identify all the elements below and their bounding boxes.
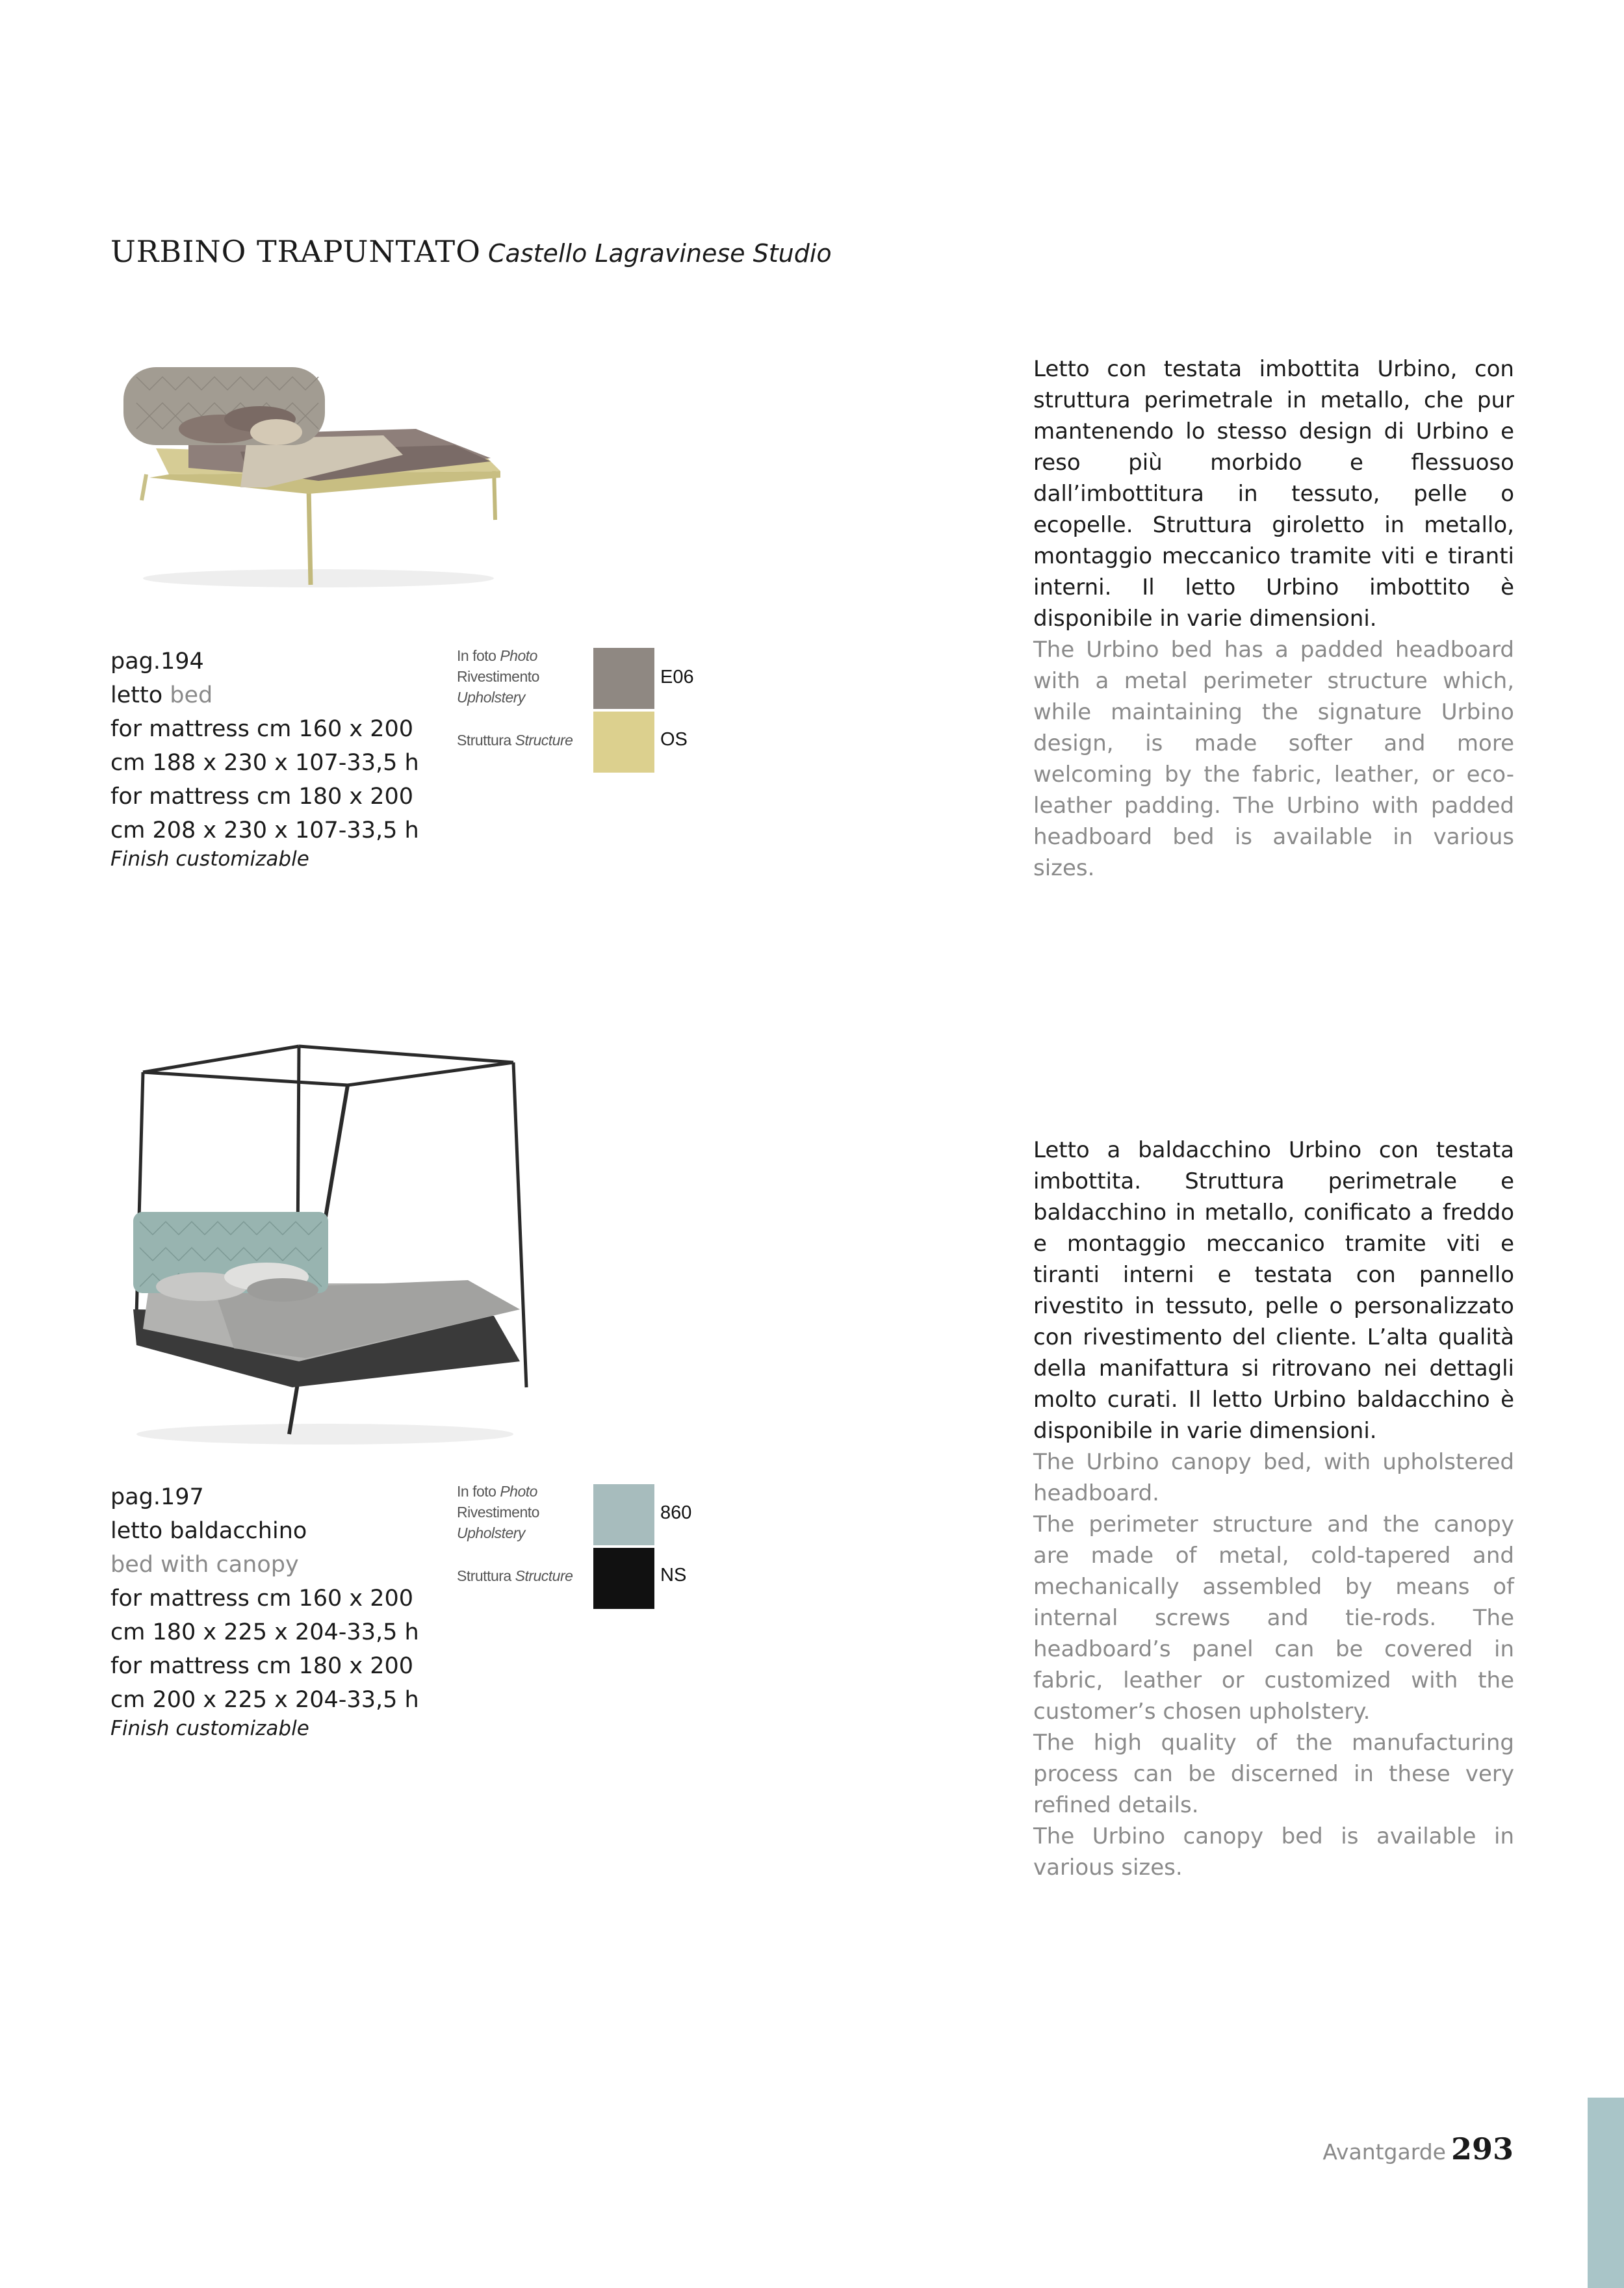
page-number: 293 xyxy=(1450,2131,1514,2166)
legend-rivestimento: Rivestimento xyxy=(457,668,539,685)
product-type xyxy=(110,678,419,712)
finish-note: Finish customizable xyxy=(110,847,309,871)
legend-structure: Structure xyxy=(515,1567,573,1584)
description-english: The Urbino bed has a padded headboard with a metal perimeter structure which, while maintaining the signature Urbino design, is made softer and more welcoming by the fabric, leather, or eco-leather padding. The Urbino with padded headboard bed is available in various sizes. xyxy=(1033,637,1514,881)
finish-legend-upholstery xyxy=(457,1481,539,1543)
description-english xyxy=(1033,1446,1514,1883)
size-line: for mattress cm 160 x 200 xyxy=(110,716,414,742)
product-spec-2 xyxy=(110,1480,419,1740)
legend-upholstery: Upholstery xyxy=(457,1524,525,1541)
product-type-en: bed with canopy xyxy=(110,1552,299,1578)
structure-swatch xyxy=(593,1548,654,1609)
page-footer xyxy=(1322,2131,1514,2166)
upholstery-swatch xyxy=(593,1484,654,1545)
finish-legend-structure xyxy=(457,1565,573,1586)
legend-rivestimento: Rivestimento xyxy=(457,1504,539,1521)
product-spec-1 xyxy=(110,645,419,871)
legend-in-foto: In foto xyxy=(457,1483,496,1500)
legend-in-foto: In foto xyxy=(457,647,496,664)
product-type-it: letto xyxy=(110,682,163,708)
description-italian: Letto con testata imbottita Urbino, con struttura perimetrale in metallo, che pur mantenendo lo stesso design di Urbino e reso più morbido e flessuoso dall’imbottitura in tessuto, pelle o ecopelle. Struttura giroletto in metallo, montaggio meccanico tramite viti e tiranti interni. Il letto Urbino imbottito è disponibile in varie dimensioni. xyxy=(1033,356,1514,632)
finish-legend-structure xyxy=(457,730,573,751)
legend-struttura: Struttura xyxy=(457,732,511,749)
size-line: for mattress cm 180 x 200 xyxy=(110,784,414,810)
product-type-en: bed xyxy=(170,682,213,708)
size-line: cm 188 x 230 x 107-33,5 h xyxy=(110,750,419,776)
description-italian: Letto a baldacchino Urbino con testata imbottita. Struttura perimetrale e baldacchino in metallo, conificato a freddo e montaggio meccanico tramite viti e tiranti interni e testata con pannello rivestito in tessuto, pelle o personalizzato con rivestimento del cliente. L’alta qualità della manifattura si ritrovano nei dettagli molto curati. Il letto Urbino baldacchino è disponibile in varie dimensioni. xyxy=(1033,1137,1514,1444)
product-type-it: letto baldacchino xyxy=(110,1518,307,1544)
size-line: cm 208 x 230 x 107-33,5 h xyxy=(110,817,419,843)
size-line: for mattress cm 160 x 200 xyxy=(110,1586,414,1612)
legend-photo: Photo xyxy=(500,1483,537,1500)
upholstery-swatch xyxy=(593,648,654,709)
designer-name: Castello Lagravinese Studio xyxy=(488,239,832,268)
page-reference: pag.197 xyxy=(110,1484,204,1510)
description-english-line: The perimeter structure and the canopy are made of metal, cold-tapered and mechanically assembled by means of internal screws and tie-rods. The headboard’s panel can be covered in fabric, leather or customized with the customer’s chosen upholstery. xyxy=(1033,1511,1514,1725)
legend-upholstery: Upholstery xyxy=(457,689,525,706)
legend-structure: Structure xyxy=(515,732,573,749)
section-tab xyxy=(1588,2098,1624,2288)
finish-legend-upholstery xyxy=(457,645,539,708)
page-reference: pag.194 xyxy=(110,649,204,675)
structure-swatch xyxy=(593,712,654,773)
product-name: URBINO TRAPUNTATO xyxy=(110,234,481,269)
description-english-line: The Urbino canopy bed, with upholstered headboard. xyxy=(1033,1449,1514,1506)
size-line: cm 180 x 225 x 204-33,5 h xyxy=(110,1619,419,1645)
page-title xyxy=(110,234,832,269)
upholstery-code: E06 xyxy=(660,667,694,688)
description-english-line: The high quality of the manufacturing process can be discerned in these very refined details. xyxy=(1033,1730,1514,1818)
finish-note: Finish customizable xyxy=(110,1717,309,1740)
size-line: for mattress cm 180 x 200 xyxy=(110,1653,414,1679)
bed-product-image xyxy=(110,338,513,598)
description-english-line: The Urbino canopy bed is available in various sizes. xyxy=(1033,1823,1514,1881)
structure-code: NS xyxy=(660,1565,687,1586)
canopy-bed-product-image xyxy=(104,1036,546,1452)
collection-name: Avantgarde xyxy=(1322,2139,1446,2165)
legend-photo: Photo xyxy=(500,647,537,664)
legend-struttura: Struttura xyxy=(457,1567,511,1584)
structure-code: OS xyxy=(660,729,688,750)
upholstery-code: 860 xyxy=(660,1502,692,1523)
size-line: cm 200 x 225 x 204-33,5 h xyxy=(110,1687,419,1713)
